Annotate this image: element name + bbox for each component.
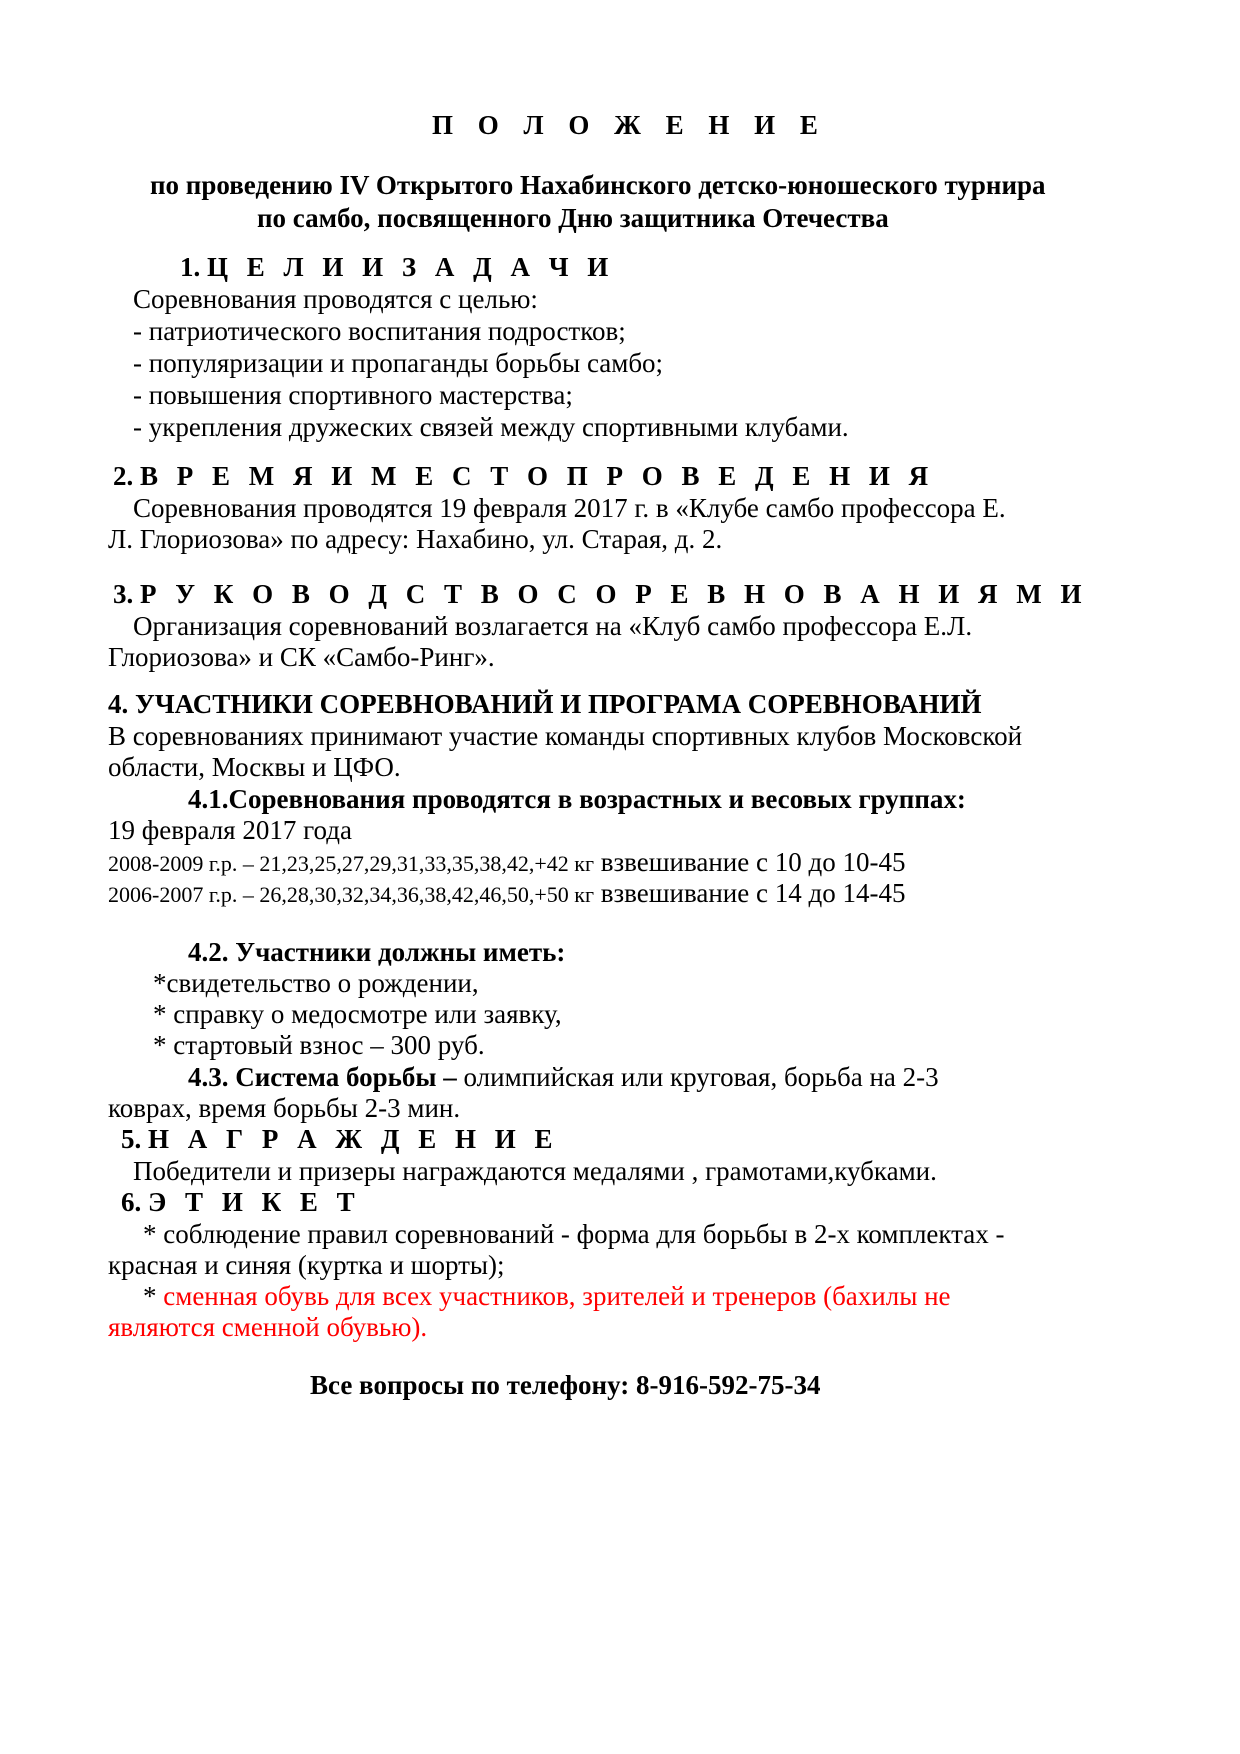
section-1-heading	[180, 250, 614, 284]
section-1-number: 1.	[180, 252, 201, 282]
age-group-row	[108, 876, 905, 912]
document-title: П О Л О Ж Е Н И Е	[432, 110, 827, 140]
section-4-heading: 4. УЧАСТНИКИ СОРЕВНОВАНИЙ И ПРОГРАМА СОРЕВНОВАНИЙ	[108, 689, 982, 719]
subtitle-line-2: по самбо, посвященного Дню защитника Отечества	[257, 203, 889, 233]
section-1-intro: Соревнования проводятся с целью:	[133, 284, 538, 314]
section-1-item: - патриотического воспитания подростков;	[133, 316, 626, 346]
etiquette-item-highlight	[143, 1279, 951, 1313]
section-2-line: Соревнования проводятся 19 февраля 2017 г. в «Клубе самбо профессора Е.	[133, 493, 1006, 523]
age-group-weights: 2006-2007 г.р. – 26,28,30,32,34,36,38,42,46,50,+50 кг	[108, 882, 594, 907]
weigh-in-time: взвешивание с 14 до 14-45	[600, 878, 906, 908]
section-2-heading	[113, 459, 934, 493]
section-5-heading	[121, 1122, 558, 1156]
section-3-number: 3.	[113, 579, 134, 609]
section-1-title: Ц Е Л И И З А Д А Ч И	[207, 252, 615, 282]
competition-date: 19 февраля 2017 года	[108, 815, 352, 845]
etiquette-item-cont: красная и синяя (куртка и шорты);	[108, 1250, 505, 1280]
requirement-item: *свидетельство о рождении,	[153, 968, 479, 998]
section-4-2-heading: 4.2. Участники должны иметь:	[188, 937, 566, 967]
section-5-title: Н А Г Р А Ж Д Е Н И Е	[148, 1124, 559, 1154]
footwear-notice: сменная обувь для всех участников, зрителей и тренеров (бахилы не	[163, 1281, 951, 1311]
section-5-number: 5.	[121, 1124, 142, 1154]
section-1-item: - популяризации и пропаганды борьбы самбо;	[133, 348, 664, 378]
section-2-number: 2.	[113, 461, 134, 491]
section-4-line: В соревнованиях принимают участие команды спортивных клубов Московской	[108, 721, 1023, 751]
section-5-text: Победители и призеры награждаются медалями , грамотами,кубками.	[133, 1156, 937, 1186]
section-3-title: Р У К О В О Д С Т В О С О Р Е В Н О В А Н И Я М И	[140, 579, 1088, 609]
subtitle-line-1: по проведению IV Открытого Нахабинского детско-юношеского турнира	[150, 170, 1046, 200]
section-1-item: - повышения спортивного мастерства;	[133, 380, 573, 410]
section-4-3-text: олимпийская или круговая, борьба на 2-3	[456, 1062, 939, 1092]
footwear-notice-cont: являются сменной обувью).	[108, 1312, 428, 1342]
section-3-line: Глориозова» и СК «Самбо-Ринг».	[108, 642, 495, 672]
bullet-star: *	[143, 1281, 164, 1311]
weigh-in-time: взвешивание с 10 до 10-45	[600, 847, 906, 877]
requirement-item: * стартовый взнос – 300 руб.	[153, 1030, 485, 1060]
section-4-line: области, Москвы и ЦФО.	[108, 752, 401, 782]
section-4-1-heading: 4.1.Соревнования проводятся в возрастных и весовых группах:	[188, 784, 966, 814]
section-3-line: Организация соревнований возлагается на «Клуб самбо профессора Е.Л.	[133, 611, 973, 641]
section-2-line: Л. Глориозова» по адресу: Нахабино, ул. Старая, д. 2.	[108, 524, 723, 554]
section-3-heading	[113, 577, 1088, 611]
section-6-title: Э Т И К Е Т	[148, 1187, 361, 1217]
requirement-item: * справку о медосмотре или заявку,	[153, 999, 562, 1029]
section-6-heading	[121, 1185, 361, 1219]
contact-phone: Все вопросы по телефону: 8-916-592-75-34	[310, 1370, 821, 1400]
section-1-item: - укрепления дружеских связей между спортивными клубами.	[133, 412, 849, 442]
section-4-3-line	[188, 1060, 939, 1094]
section-6-number: 6.	[121, 1187, 142, 1217]
etiquette-item: * соблюдение правил соревнований - форма для борьбы в 2-х комплектах -	[143, 1219, 1005, 1249]
section-2-title: В Р Е М Я И М Е С Т О П Р О В Е Д Е Н И Я	[140, 461, 935, 491]
age-group-weights: 2008-2009 г.р. – 21,23,25,27,29,31,33,35,38,42,+42 кг	[108, 851, 594, 876]
section-4-3-text-cont: коврах, время борьбы 2-3 мин.	[108, 1093, 461, 1123]
section-4-3-heading: 4.3. Система борьбы –	[188, 1062, 457, 1092]
